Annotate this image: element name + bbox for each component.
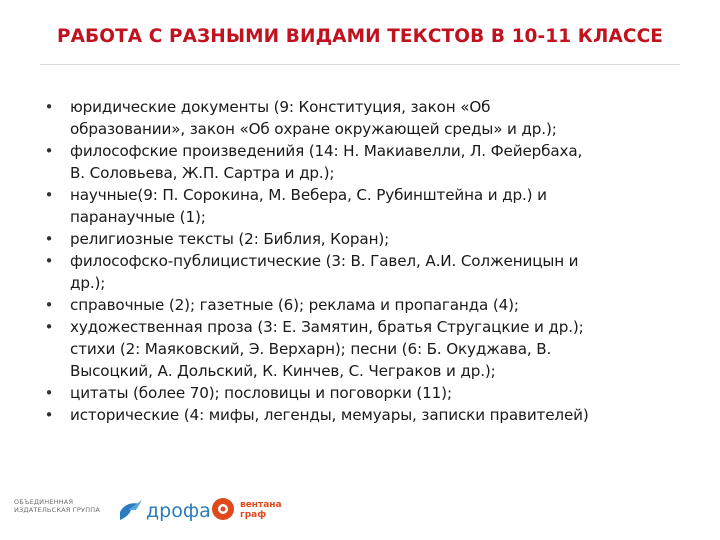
list-item-line: В. Соловьева, Ж.П. Сартра и др.); (70, 164, 335, 182)
list-item (42, 382, 714, 404)
bullet-list (42, 96, 714, 426)
drofa-bird-icon (118, 498, 144, 522)
bullet-icon: • (44, 186, 54, 204)
drofa-logo (118, 496, 211, 526)
list-item-line: философские произведенийя (14: Н. Макиавелли, Л. Фейербаха, (70, 142, 583, 160)
list-item-line: цитаты (более 70); пословицы и поговорки (11); (70, 384, 452, 402)
ventana-wordmark-line: вентана (240, 500, 282, 510)
title-divider (40, 64, 680, 65)
list-item-line: справочные (2); газетные (6); реклама и пропаганда (4); (70, 296, 519, 314)
list-item-line: философско-публицистические (3: В. Гавел, А.И. Солженицын и (70, 252, 579, 270)
list-item-line: научные(9: П. Сорокина, М. Вебера, С. Рубинштейна и др.) и (70, 186, 547, 204)
list-item-line: исторические (4: мифы, легенды, мемуары, записки правителей) (70, 406, 589, 424)
list-item-line: юридические документы (9: Конституция, закон «Об (70, 98, 491, 116)
list-item-line: Высоцкий, А. Дольский, К. Кинчев, С. Чеграков и др.); (70, 362, 496, 380)
slide-title: РАБОТА С РАЗНЫМИ ВИДАМИ ТЕКСТОВ В 10-11 КЛАССЕ (56, 26, 663, 47)
publishing-group-logo-line: ИЗДАТЕЛЬСКАЯ ГРУППА (14, 506, 101, 514)
publishing-group-logo-line: ОБЪЕДИНЕННАЯ (14, 498, 74, 506)
footer-logos (14, 492, 434, 528)
list-item-line: стихи (2: Маяковский, Э. Верхарн); песни (6: Б. Окуджава, В. (70, 340, 552, 358)
bullet-icon: • (44, 98, 54, 116)
list-item-line: паранаучные (1); (70, 208, 206, 226)
list-item (42, 96, 714, 140)
list-item (42, 404, 714, 426)
bullet-icon: • (44, 318, 54, 336)
list-item-line: религиозные тексты (2: Библия, Коран); (70, 230, 390, 248)
list-item (42, 140, 714, 184)
list-item (42, 316, 714, 382)
list-item-line: др.); (70, 274, 106, 292)
bullet-icon: • (44, 252, 54, 270)
ventana-wordmark-line: граф (240, 510, 267, 520)
bullet-icon: • (44, 142, 54, 160)
ventana-emblem-icon (210, 496, 236, 522)
list-item (42, 184, 714, 228)
bullet-icon: • (44, 230, 54, 248)
drofa-wordmark: дрофа (146, 500, 211, 522)
bullet-icon: • (44, 384, 54, 402)
list-item (42, 294, 714, 316)
bullet-icon: • (44, 296, 54, 314)
list-item-line: художественная проза (3: Е. Замятин, братья Стругацкие и др.); (70, 318, 584, 336)
list-item-line: образовании», закон «Об охране окружающей среды» и др.); (70, 120, 557, 138)
list-item (42, 228, 714, 250)
publishing-group-logo (14, 498, 110, 514)
list-item (42, 250, 714, 294)
ventana-wordmark (240, 500, 282, 520)
bullet-icon: • (44, 406, 54, 424)
ventana-graf-logo (210, 494, 310, 526)
